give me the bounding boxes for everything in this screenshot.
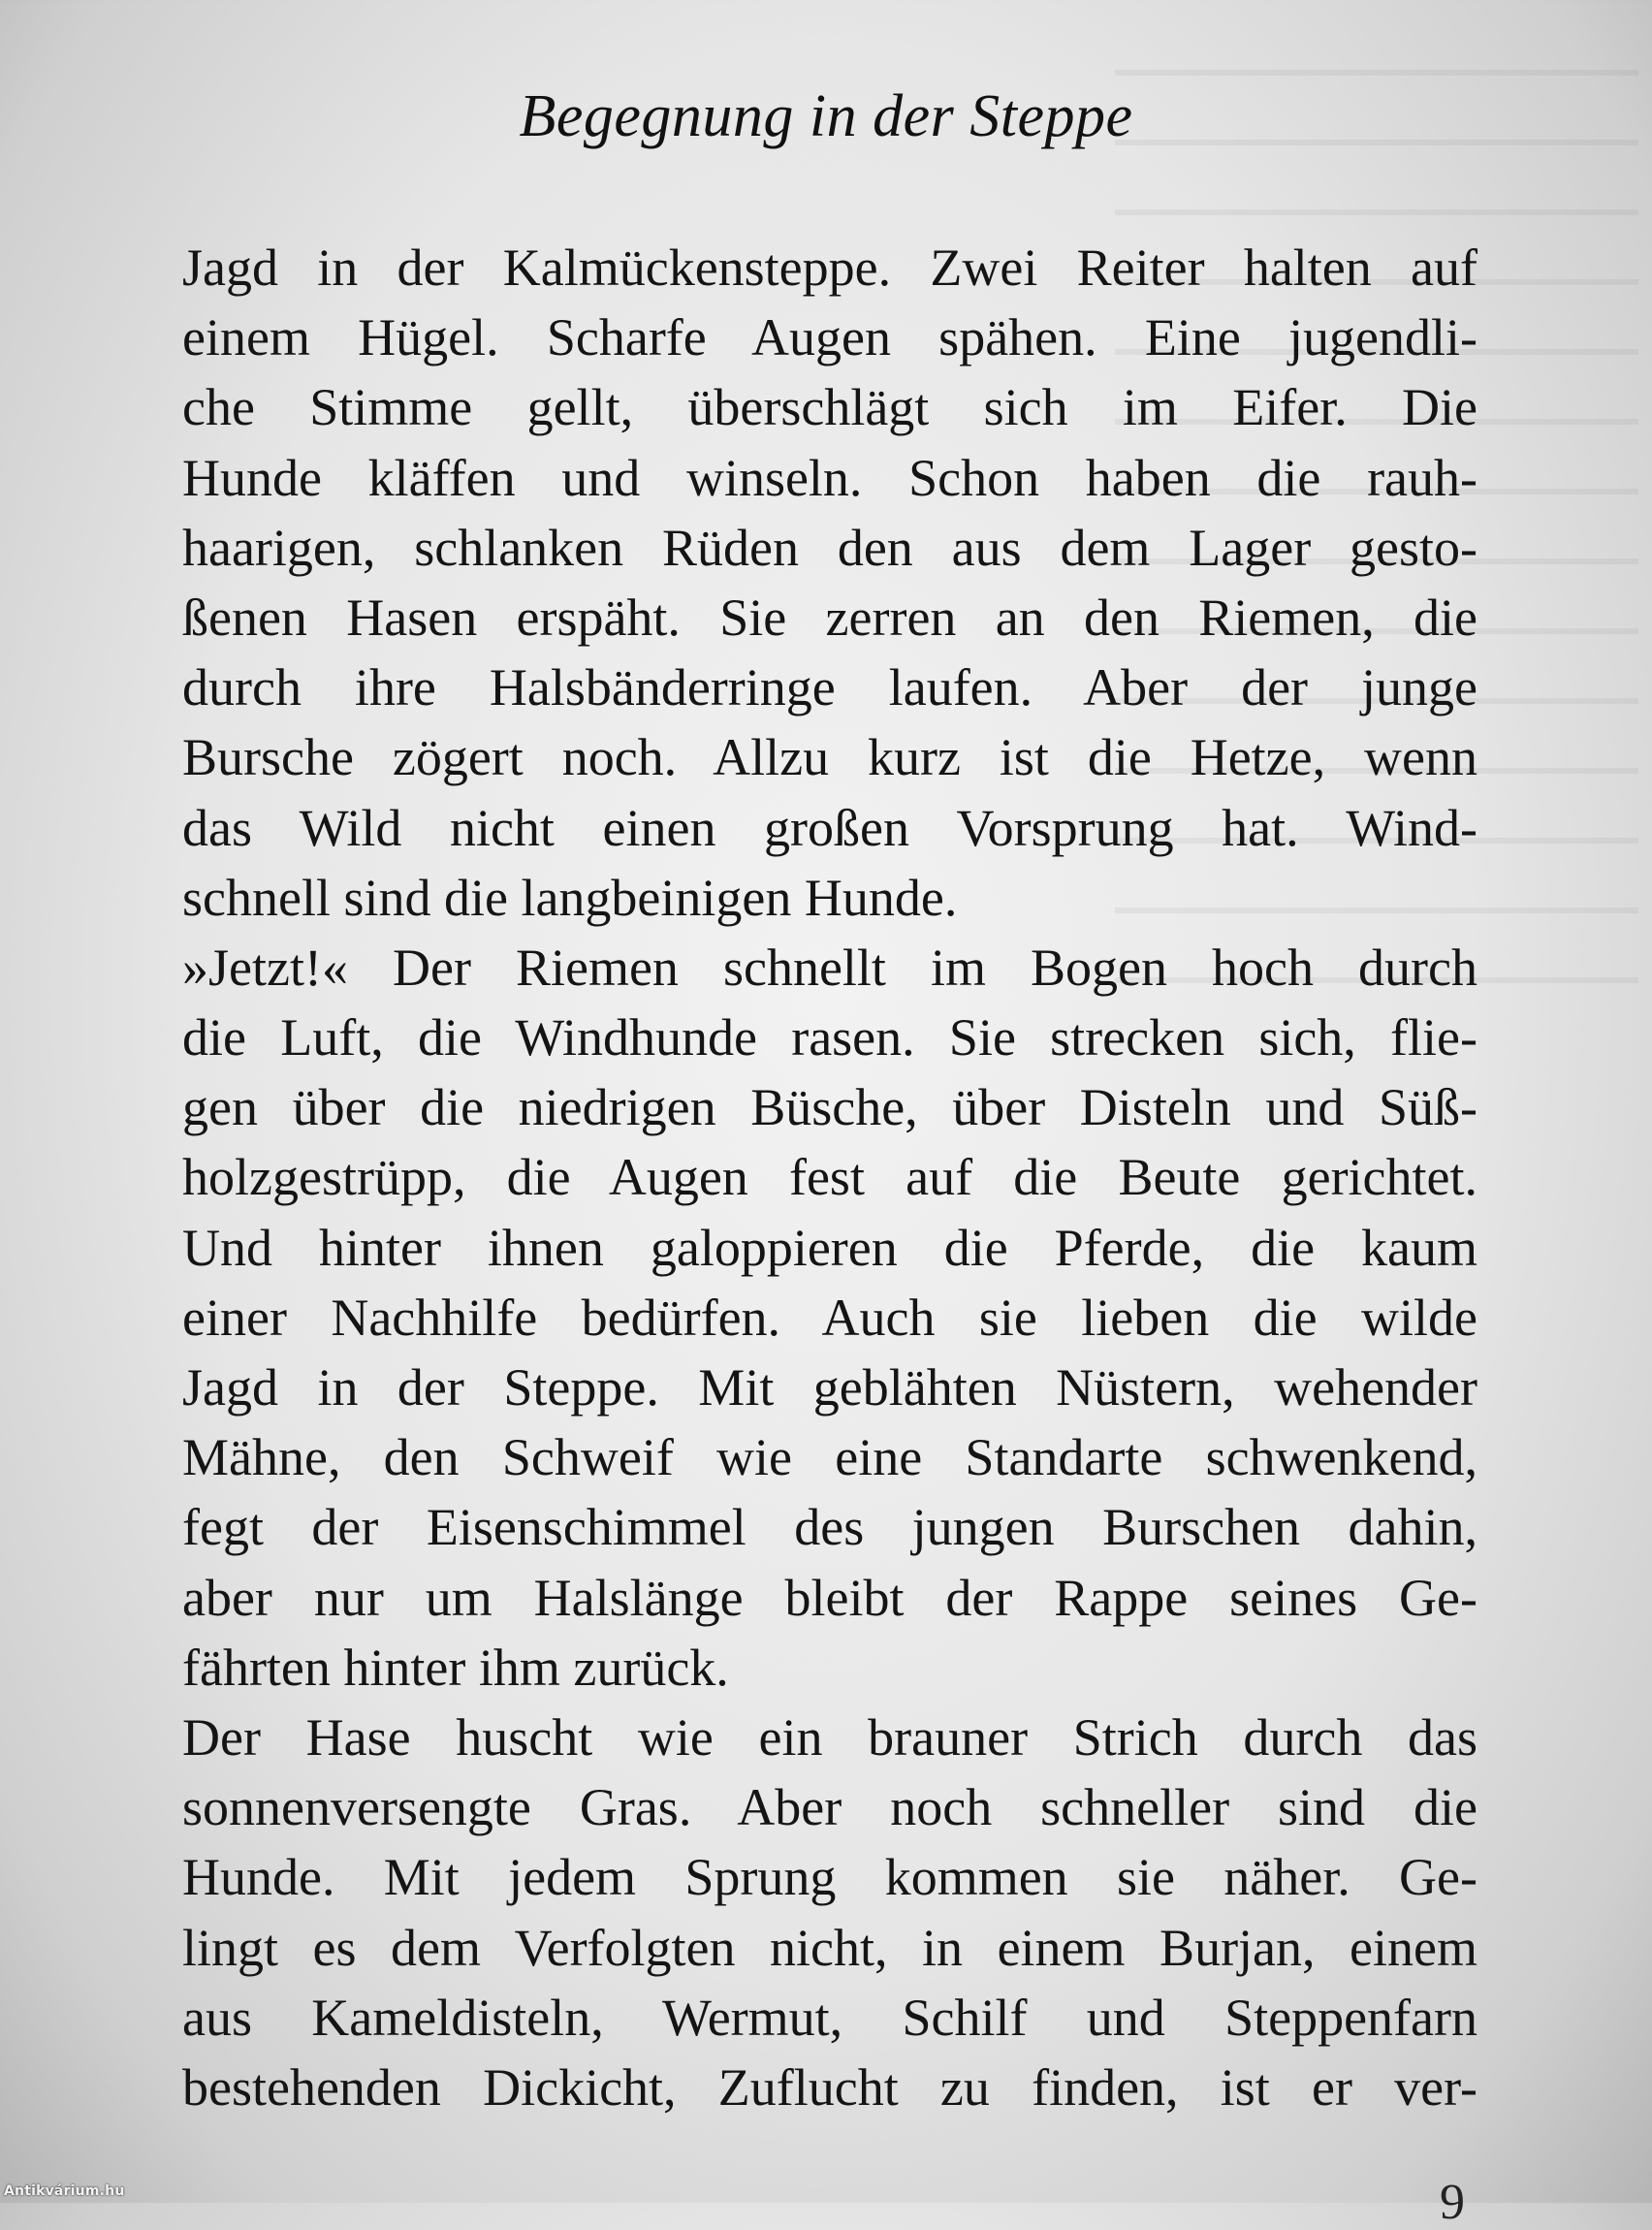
page-number: 9: [1440, 2175, 1465, 2230]
text-line: schnell sind die langbeinigen Hunde.: [182, 868, 958, 927]
text-line: Jagd in der Steppe. Mit geblähten Nüstern, wehender: [182, 1358, 1477, 1417]
text-line: Mähne, den Schweif wie eine Standarte schwenkend,: [182, 1428, 1477, 1487]
body-text: [182, 233, 1477, 2122]
text-line: einer Nachhilfe bedürfen. Auch sie lieben die wilde: [182, 1288, 1477, 1347]
text-line: bestehenden Dickicht, Zuflucht zu finden, ist er ver-: [182, 2057, 1477, 2117]
text-line: gen über die niedrigen Büsche, über Disteln und Süß-: [182, 1078, 1477, 1137]
text-line: Jagd in der Kalmückensteppe. Zwei Reiter halten auf: [182, 239, 1477, 297]
text-line: aus Kameldisteln, Wermut, Schilf und Steppenfarn: [182, 1988, 1477, 2047]
text-line: durch ihre Halsbänderringe laufen. Aber der junge: [182, 658, 1477, 717]
text-line: fährten hinter ihm zurück.: [182, 1638, 729, 1697]
text-line: Hunde. Mit jedem Sprung kommen sie näher. Ge-: [182, 1848, 1477, 1907]
text-line: fegt der Eisenschimmel des jungen Burschen dahin,: [182, 1498, 1477, 1557]
text-line: »Jetzt!« Der Riemen schnellt im Bogen hoch durch: [182, 938, 1477, 997]
chapter-title: Begegnung in der Steppe: [519, 83, 1133, 149]
text-line: ßenen Hasen erspäht. Sie zerren an den Riemen, die: [182, 588, 1477, 647]
text-line: Bursche zögert noch. Allzu kurz ist die Hetze, wenn: [182, 728, 1477, 787]
text-line: Der Hase huscht wie ein brauner Strich durch das: [182, 1707, 1477, 1767]
text-line: haarigen, schlanken Rüden den aus dem Lager gesto-: [182, 518, 1477, 577]
text-line: das Wild nicht einen großen Vorsprung hat. Wind-: [182, 798, 1477, 857]
text-line: che Stimme gellt, überschlägt sich im Eifer. Die: [182, 378, 1477, 437]
text-line: die Luft, die Windhunde rasen. Sie strecken sich, flie-: [182, 1008, 1477, 1067]
text-line: Und hinter ihnen galoppieren die Pferde, die kaum: [182, 1218, 1477, 1277]
text-line: einem Hügel. Scharfe Augen spähen. Eine jugendli-: [182, 308, 1477, 367]
text-line: aber nur um Halslänge bleibt der Rappe seines Ge-: [182, 1568, 1477, 1627]
text-line: sonnenversengte Gras. Aber noch schneller sind die: [182, 1778, 1477, 1837]
text-line: Hunde kläffen und winseln. Schon haben die rauh-: [182, 448, 1477, 507]
watermark: Antikvárium.hu: [4, 2183, 125, 2199]
text-line: holzgestrüpp, die Augen fest auf die Beute gerichtet.: [182, 1148, 1477, 1207]
text-line: lingt es dem Verfolgten nicht, in einem Burjan, einem: [182, 1918, 1477, 1977]
